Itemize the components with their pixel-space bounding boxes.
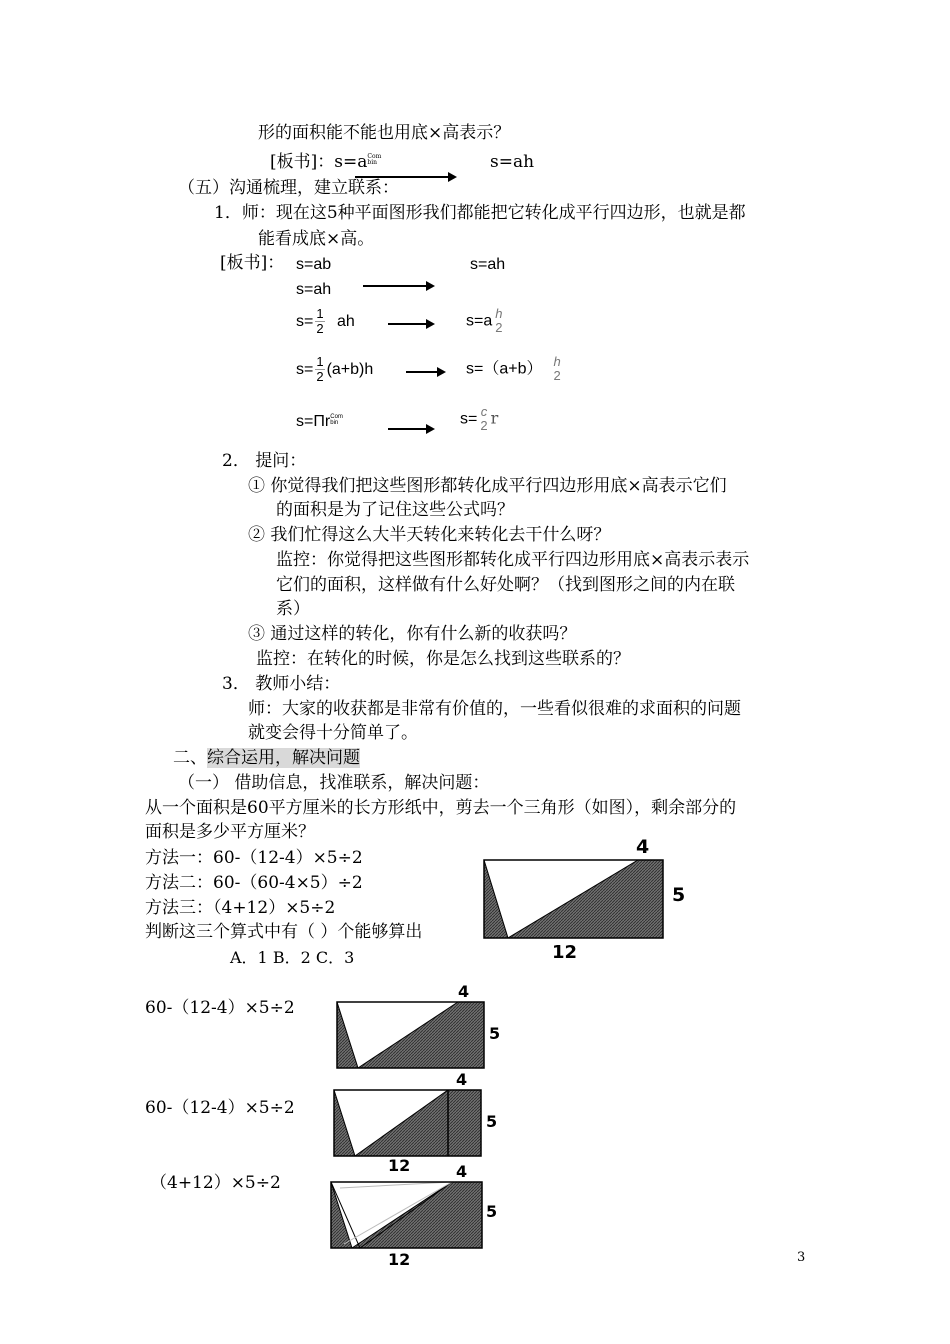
figure-label-top: 4 [636, 836, 650, 858]
figure-label-side: 5 [486, 1112, 498, 1131]
fraction-h-over-2: h 2 [553, 354, 561, 384]
figure-label-side: 5 [486, 1202, 498, 1221]
formula-right-1: s=ah [470, 256, 506, 273]
text-line: 的面积是为了记住这些公式吗？ [276, 500, 514, 520]
figure-b-caption: 60-（12-4）×5÷2 [145, 1098, 295, 1118]
method-3: 方法三：（4+12）×5÷2 [145, 898, 336, 918]
text-line: 监控：在转化的时候，你是怎么找到这些联系的？ [256, 649, 630, 669]
formula-right-3 [466, 307, 505, 336]
text-line: 形的面积能不能也用底×高表示？ [258, 123, 511, 143]
rectangle-figure-b [333, 1088, 483, 1158]
formula-text: s=（a+b） [466, 360, 543, 378]
text-line: ① 你觉得我们把这些图形都转化成平行四边形用底×高表示它们 [248, 476, 727, 496]
figure-label-bottom: 12 [388, 1250, 411, 1269]
section-heading: （五）沟通梳理，建立联系： [178, 178, 399, 198]
formula-text: r [490, 408, 499, 428]
method-2: 方法二：60-（60-4×5）÷2 [145, 873, 363, 893]
method-1: 方法一：60-（12-4）×5÷2 [145, 848, 363, 868]
formula-text: s=a [466, 312, 493, 330]
formula-text: s=Πr [296, 413, 331, 430]
fraction-c-over-2: c 2 [480, 404, 488, 434]
text-line: 1．师：现在这5种平面图形我们都能把它转化成平行四边形，也就是都 [214, 203, 746, 223]
section-title-highlighted: 综合运用，解决问题 [207, 748, 360, 768]
figure-label-side: 5 [672, 884, 686, 906]
formula-text: ah [337, 313, 355, 331]
text-line: 师：大家的收获都是非常有价值的，一些看似很难的求面积的问题 [248, 699, 741, 719]
judge-question: 判断这三个算式中有（ ）个能够算出 [145, 922, 423, 942]
arrow-icon [388, 323, 433, 325]
formula-subscript: Com bin [330, 414, 343, 426]
figure-label-top: 4 [456, 1070, 468, 1089]
formula-text: s= [296, 313, 314, 331]
subsection-heading: （一） 借助信息，找准联系，解决问题： [178, 773, 490, 793]
text-line: 能看成底×高。 [258, 229, 375, 249]
formula-left-5 [296, 412, 344, 431]
figure-label-bottom-clipped: 12 [388, 1156, 411, 1175]
figure-a-caption: 60-（12-4）×5÷2 [145, 998, 295, 1018]
formula-subscript: Com bin [367, 153, 382, 166]
section-heading [173, 748, 360, 768]
rectangle-figure-c [330, 1180, 485, 1252]
formula-left-3 [296, 307, 355, 337]
fraction-one-half: $\frac{1}{2}$ [316, 306, 324, 337]
formula-left-1: s=ab [296, 256, 332, 273]
formula-text: s=ah [490, 152, 535, 172]
figure-label-top: 4 [456, 1162, 468, 1181]
fraction-h-over-2: h 2 [495, 306, 503, 336]
blackboard-line-1 [270, 152, 381, 172]
arrow-icon [406, 371, 444, 373]
text-line: 它们的面积，这样做有什么好处啊？（找到图形之间的内在联 [276, 575, 735, 595]
blackboard-label: [板书]： [220, 253, 285, 273]
text-line: 系） [276, 599, 310, 619]
answer-choices: A．1 B．2 C．3 [230, 948, 355, 967]
formula-text: (a+b)h [326, 361, 374, 379]
page-number: 3 [797, 1250, 806, 1265]
figure-c-caption: （4+12）×5÷2 [150, 1173, 281, 1193]
arrow-icon [388, 428, 433, 430]
text-line: ② 我们忙得这么大半天转化来转化去干什么呀？ [248, 525, 611, 545]
text-line: 2． 提问： [222, 451, 307, 471]
figure-label-bottom: 12 [552, 942, 578, 963]
figure-label-side: 5 [489, 1024, 501, 1043]
formula-right-4 [466, 355, 564, 384]
text-line: 3． 教师小结： [222, 674, 341, 694]
rectangle-figure-a [336, 1000, 486, 1070]
figure-label-top: 4 [458, 982, 470, 1001]
text-line: ③ 通过这样的转化，你有什么新的收获吗？ [248, 624, 577, 644]
section-number: 二、 [173, 748, 207, 768]
problem-text: 从一个面积是60平方厘米的长方形纸中，剪去一个三角形（如图），剩余部分的 [145, 798, 737, 818]
formula-text: [板书]：s=a [270, 152, 368, 172]
formula-text: s= [296, 361, 314, 379]
rectangle-figure-main [483, 858, 668, 940]
fraction-one-half: $\frac{1}{2}$ [316, 354, 324, 385]
text-line: 监控：你觉得把这些图形都转化成平行四边形用底×高表示表示 [276, 550, 750, 570]
problem-text: 面积是多少平方厘米？ [145, 822, 315, 842]
formula-right-5 [460, 405, 498, 434]
text-line: 就变会得十分简单了。 [248, 723, 418, 743]
formula-text: s= [460, 410, 478, 428]
formula-left-4 [296, 355, 373, 385]
formula-left-2: s=ah [296, 281, 332, 298]
arrow-icon [363, 285, 433, 287]
